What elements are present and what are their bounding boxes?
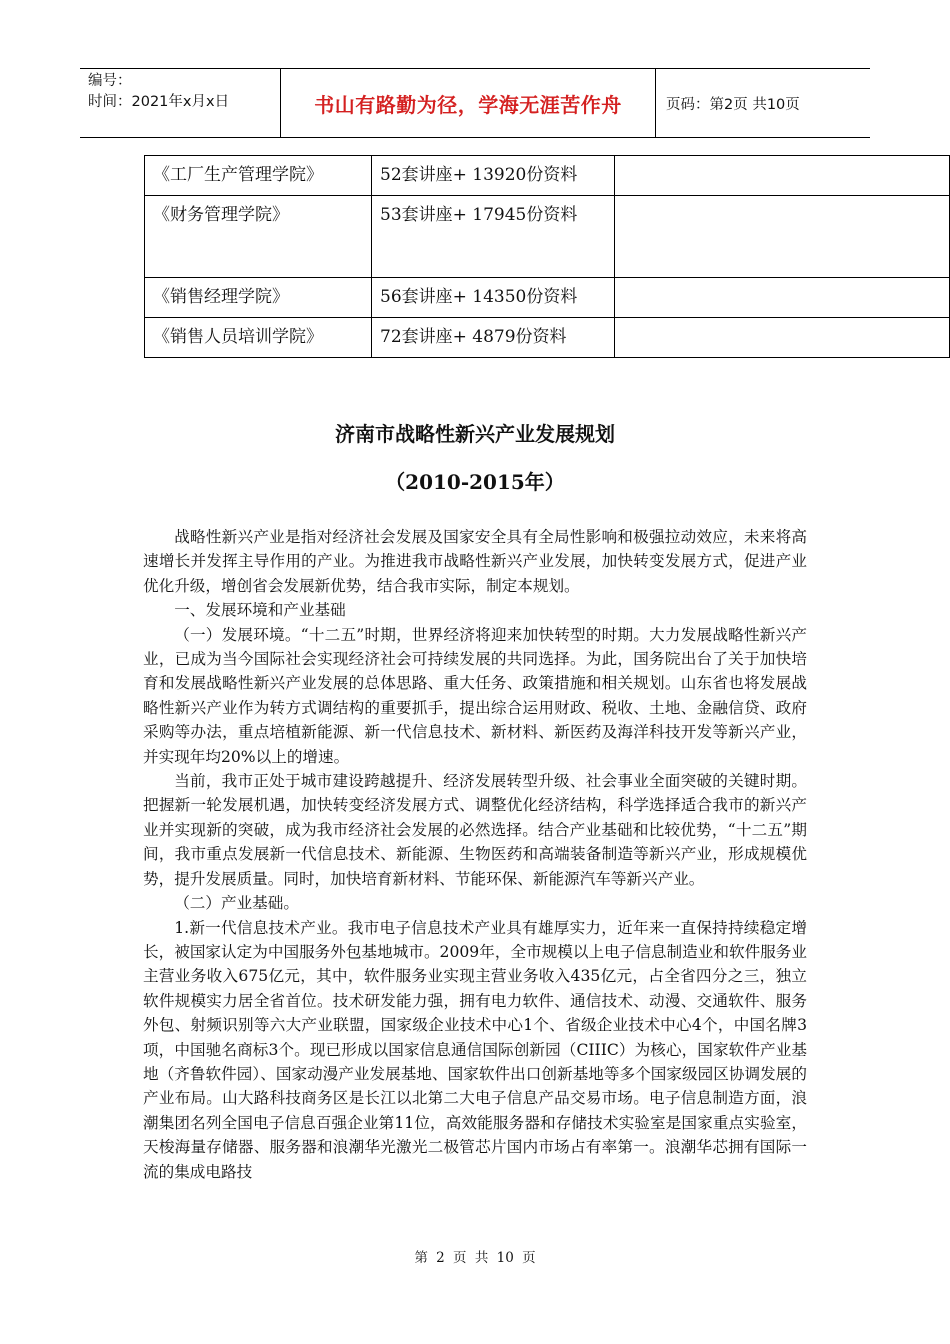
table-cell-name: 《财务管理学院》 — [145, 196, 372, 278]
table-cell-name: 《销售人员培训学院》 — [145, 318, 372, 358]
table-cell-name: 《销售经理学院》 — [145, 278, 372, 318]
page-footer: 第 2 页 共 10 页 — [414, 1250, 536, 1266]
paragraph: （一）发展环境。“十二五”时期，世界经济将迎来加快转型的时期。大力发展战略性新兴产业，已成为当今国际社会实现经济社会可持续发展的共同选择。为此，国务院出台了关于加快培育和发展战略性新兴产业发展的总体思路、重大任务、政策措施和相关规划。山东省也将发展战略性新兴产业作为转方式调结构的重要抓手，提出综合运用财政、税收、土地、金融信贷、政府采购等办法，重点培植新能源、新一代信息技术、新材料、新医药及海洋科技开发等新兴产业，并实现年均20%以上的增速。 — [143, 625, 807, 766]
header-meta — [80, 69, 280, 137]
table-row — [145, 196, 950, 278]
header-page-info: 页码：第2页 共10页 — [666, 96, 800, 113]
header-number: 编号： — [88, 73, 132, 89]
table-cell-name: 《工厂生产管理学院》 — [145, 156, 372, 196]
table-row — [145, 278, 950, 318]
table-cell-extra — [615, 278, 950, 318]
paragraph: 1.新一代信息技术产业。我市电子信息技术产业具有雄厚实力，近年来一直保持持续稳定增长，被国家认定为中国服务外包基地城市。2009年，全市规模以上电子信息制造业和软件服务业主营业务收入675亿元，其中，软件服务业实现主营业务收入435亿元，占全省四分之三，独立软件规模实力居全省首位。技术研发能力强，拥有电力软件、通信技术、动漫、交通软件、服务外包、射频识别等六大产业联盟，国家级企业技术中心1个、省级企业技术中心4个，中国名牌3项，中国驰名商标3个。现已形成以国家信息通信国际创新园（CIIIC）为核心，国家软件产业基地（齐鲁软件园）、国家动漫产业发展基地、国家软件出口创新基地等多个国家级园区协调发展的产业布局。山大路科技商务区是长江以北第二大电子信息产品交易市场。电子信息制造方面，浪潮集团名列全国电子信息百强企业第11位，高效能服务器和存储技术实验室是国家重点实验室，天梭海量存储器、服务器和浪潮华光激光二极管芯片国内市场占有率第一。浪潮华芯拥有国际一流的集成电路技 — [143, 918, 807, 1181]
table-cell-content: 56套讲座+ 14350份资料 — [372, 278, 615, 318]
header-motto: 书山有路勤为径，学海无涯苦作舟 — [280, 69, 656, 137]
document-title: 济南市战略性新兴产业发展规划 — [335, 422, 615, 446]
page-header — [80, 68, 870, 138]
table-cell-extra — [615, 156, 950, 196]
paragraph: 当前，我市正处于城市建设跨越提升、经济发展转型升级、社会事业全面突破的关键时期。把握新一轮发展机遇，加快转变经济发展方式、调整优化经济结构，科学选择适合我市的新兴产业并实现新的突破，成为我市经济社会发展的必然选择。结合产业基础和比较优势，“十二五”期间，我市重点发展新一代信息技术、新能源、生物医药和高端装备制造等新兴产业，形成规模优势，提升发展质量。同时，加快培育新材料、节能环保、新能源汽车等新兴产业。 — [143, 772, 807, 888]
paragraph: 战略性新兴产业是指对经济社会发展及国家安全具有全局性影响和极强拉动效应，未来将高速增长并发挥主导作用的产业。为推进我市战略性新兴产业发展，加快转变发展方式，促进产业优化升级，增创省会发展新优势，结合我市实际，制定本规划。 — [143, 528, 807, 595]
table-cell-extra — [615, 196, 950, 278]
table-row — [145, 156, 950, 196]
section-heading: 一、发展环境和产业基础 — [174, 601, 346, 620]
subsection-heading: （二）产业基础。 — [174, 894, 299, 913]
table-cell-content: 52套讲座+ 13920份资料 — [372, 156, 615, 196]
document-body — [143, 525, 807, 1184]
document-subtitle: （2010-2015年） — [385, 470, 565, 494]
table-cell-content: 72套讲座+ 4879份资料 — [372, 318, 615, 358]
table-cell-content: 53套讲座+ 17945份资料 — [372, 196, 615, 278]
header-time: 时间：2021年x月x日 — [88, 94, 230, 110]
table-cell-extra — [615, 318, 950, 358]
table-row — [145, 318, 950, 358]
resource-table — [144, 155, 950, 358]
